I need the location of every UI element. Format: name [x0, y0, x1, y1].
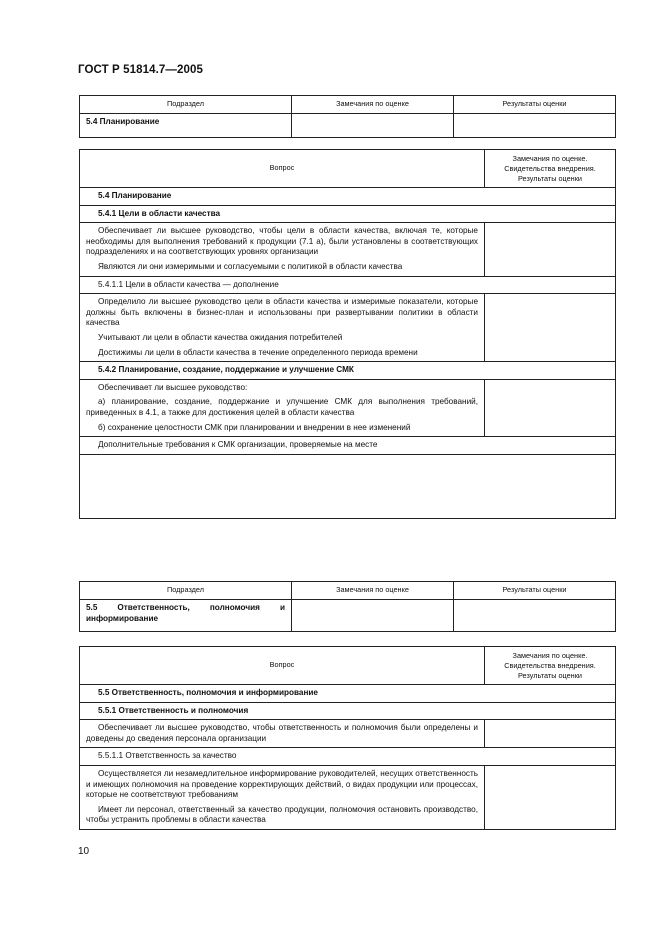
question-table-5-4 [79, 149, 616, 519]
col-evidence-line-2: Свидетельства внедрения. [504, 660, 596, 670]
section-heading-5-5-1-1: 5.5.1.1 Ответственность за качество [80, 748, 616, 766]
question-block-5-5-1 [80, 720, 485, 748]
page-number: 10 [78, 846, 90, 857]
extra-requirements-row: Дополнительные требования к СМК организации, проверяемые на месте [80, 437, 616, 455]
document-code: ГОСТ Р 51814.7—2005 [78, 64, 203, 76]
question-text: Осуществляется ли незамедлительное информирование руководителей, несущих ответственность и имеющих полномочия на проведение корректирующих действий, о видах продукции или процессах, которые не соответствуют требованиям [86, 768, 478, 800]
answer-cell[interactable] [485, 294, 616, 362]
col-question-header: Вопрос [80, 647, 485, 685]
answer-cell[interactable] [485, 765, 616, 829]
section-heading-5-4-2: 5.4.2 Планирование, создание, поддержание и улучшение СМК [80, 362, 616, 380]
col-subsection-header: Подраздел [80, 582, 292, 600]
results-cell[interactable] [454, 600, 616, 632]
answer-cell[interactable] [485, 379, 616, 436]
answer-cell[interactable] [485, 223, 616, 276]
question-text: Достижимы ли цели в области качества в течение определенного периода времени [98, 347, 418, 357]
question-text: Учитывают ли цели в области качества ожидания потребителей [98, 332, 343, 342]
question-text: а) планирование, создание, поддержание и улучшение СМК для выполнения требований, приведенных в 4.1, а также для достижения целей в области качества [86, 397, 478, 417]
col-results-header: Результаты оценки [454, 96, 616, 114]
subsection-table-5-4 [79, 95, 616, 138]
question-text: Обеспечивает ли высшее руководство, чтобы ответственность и полномочия были определены и доведены до сведения персонала организации [86, 723, 478, 743]
question-block-5-4-2 [80, 379, 485, 436]
col-evidence-line-1: Замечания по оценке. [512, 153, 588, 163]
section-heading-5-4-1: 5.4.1 Цели в области качества [80, 205, 616, 223]
question-block-5-4-1-1 [80, 294, 485, 362]
question-text: Обеспечивает ли высшее руководство: [98, 382, 248, 392]
remarks-cell[interactable] [292, 114, 454, 138]
question-text: Обеспечивает ли высшее руководство, чтобы цели в области качества, включая те, которые необходимы для выполнения требований к продукции (7.1 а), были установлены в соответствующих подразделениях и на соответствующих уровнях организации [86, 226, 478, 257]
section-heading-5-5: 5.5 Ответственность, полномочия и информирование [80, 685, 616, 703]
section-heading-5-4: 5.4 Планирование [80, 188, 616, 206]
question-text: Определило ли высшее руководство цели в области качества и измеримые показатели, которые должны быть включены в бизнес-план и использованы при развертывании политики в области качества [86, 297, 478, 328]
col-evidence-header [485, 647, 616, 685]
question-block-5-4-1 [80, 223, 485, 276]
answer-cell[interactable] [485, 720, 616, 748]
blank-notes-area[interactable] [80, 454, 616, 518]
col-subsection-header: Подраздел [80, 96, 292, 114]
subsection-value: 5.5 Ответственность, полномочия и информирование [80, 600, 292, 632]
results-cell[interactable] [454, 114, 616, 138]
section-heading-5-4-1-1: 5.4.1.1 Цели в области качества — дополнение [80, 276, 616, 294]
question-text: б) сохранение целостности СМК при планировании и внедрении в нее изменений [98, 422, 411, 432]
remarks-cell[interactable] [292, 600, 454, 632]
col-evidence-header [485, 150, 616, 188]
col-evidence-line-2: Свидетельства внедрения. [504, 163, 596, 173]
question-text: Имеет ли персонал, ответственный за качество продукции, полномочия остановить производство, чтобы устранить проблемы в области качества [86, 804, 478, 825]
question-table-5-5 [79, 646, 616, 830]
subsection-table-5-5 [79, 581, 616, 632]
question-block-5-5-1-1 [80, 765, 485, 829]
question-text: Являются ли они измеримыми и согласуемыми с политикой в области качества [98, 261, 403, 271]
col-evidence-line-3: Результаты оценки [518, 670, 582, 680]
col-remarks-header: Замечания по оценке [292, 96, 454, 114]
col-evidence-line-3: Результаты оценки [518, 173, 582, 183]
subsection-value: 5.4 Планирование [80, 114, 292, 138]
col-evidence-line-1: Замечания по оценке. [512, 650, 588, 660]
col-question-header: Вопрос [80, 150, 485, 188]
col-results-header: Результаты оценки [454, 582, 616, 600]
col-remarks-header: Замечания по оценке [292, 582, 454, 600]
section-heading-5-5-1: 5.5.1 Ответственность и полномочия [80, 702, 616, 720]
